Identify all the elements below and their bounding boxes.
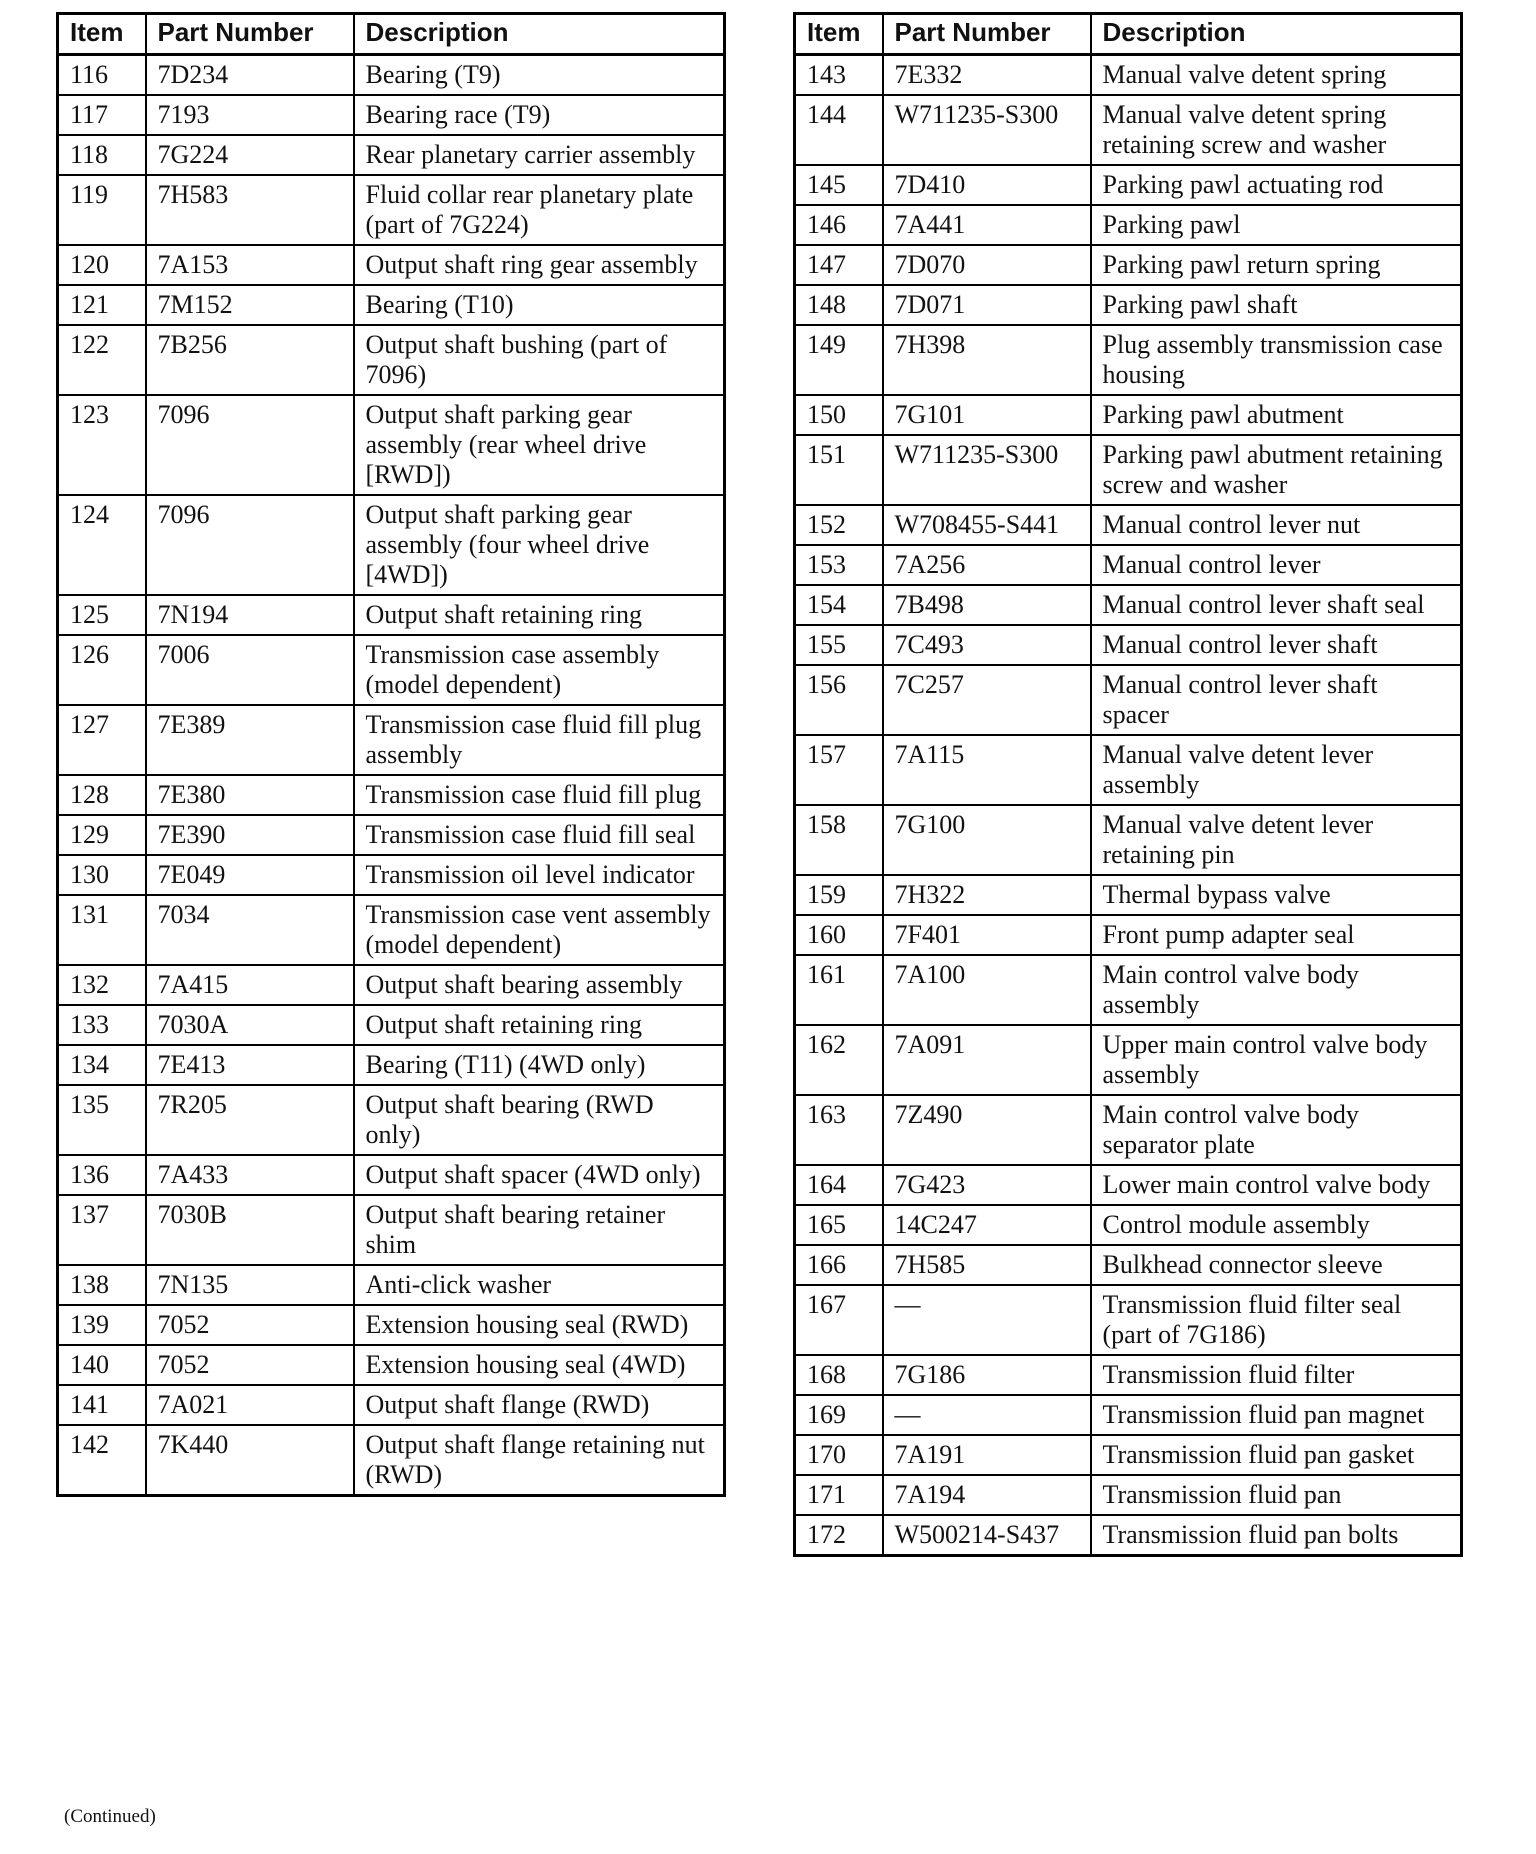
item-cell: 133: [58, 1005, 146, 1045]
table-row: [58, 1155, 725, 1195]
parts-table-right: [793, 12, 1463, 1557]
item-cell: 160: [795, 915, 883, 955]
table-row: [795, 1205, 1462, 1245]
table-row: [58, 135, 725, 175]
item-cell: 158: [795, 805, 883, 875]
part-number-cell: 7H583: [146, 175, 354, 245]
description-cell: Manual valve detent spring retaining screw and washer: [1091, 95, 1462, 165]
part-number-cell: 7B256: [146, 325, 354, 395]
item-cell: 144: [795, 95, 883, 165]
item-cell: 151: [795, 435, 883, 505]
table-row: [795, 915, 1462, 955]
part-number-cell: 14C247: [883, 1205, 1091, 1245]
item-cell: 137: [58, 1195, 146, 1265]
item-cell: 161: [795, 955, 883, 1025]
description-cell: Extension housing seal (RWD): [354, 1305, 725, 1345]
part-number-cell: 7D071: [883, 285, 1091, 325]
part-number-cell: 7R205: [146, 1085, 354, 1155]
table-row: [58, 965, 725, 1005]
table-row: [795, 1025, 1462, 1095]
description-cell: Bearing race (T9): [354, 95, 725, 135]
table-row: [58, 325, 725, 395]
item-cell: 131: [58, 895, 146, 965]
table-row: [795, 205, 1462, 245]
item-cell: 157: [795, 735, 883, 805]
description-cell: Front pump adapter seal: [1091, 915, 1462, 955]
description-cell: Transmission case fluid fill plug: [354, 775, 725, 815]
table-row: [58, 1265, 725, 1305]
part-number-cell: W708455-S441: [883, 505, 1091, 545]
item-cell: 128: [58, 775, 146, 815]
part-number-cell: 7H585: [883, 1245, 1091, 1285]
column-header-description: Description: [354, 14, 725, 55]
table-row: [58, 1195, 725, 1265]
table-row: [58, 635, 725, 705]
table-row: [58, 95, 725, 135]
part-number-cell: 7A194: [883, 1475, 1091, 1515]
description-cell: Transmission fluid pan bolts: [1091, 1515, 1462, 1556]
part-number-cell: W500214-S437: [883, 1515, 1091, 1556]
description-cell: Output shaft flange (RWD): [354, 1385, 725, 1425]
description-cell: Transmission case vent assembly (model dependent): [354, 895, 725, 965]
item-cell: 120: [58, 245, 146, 285]
description-cell: Parking pawl abutment: [1091, 395, 1462, 435]
item-cell: 122: [58, 325, 146, 395]
table-header-row: [58, 14, 725, 55]
part-number-cell: 7C257: [883, 665, 1091, 735]
part-number-cell: 7B498: [883, 585, 1091, 625]
part-number-cell: 7D410: [883, 165, 1091, 205]
item-cell: 125: [58, 595, 146, 635]
item-cell: 143: [795, 55, 883, 96]
table-row: [58, 285, 725, 325]
part-number-cell: 7E332: [883, 55, 1091, 96]
description-cell: Bearing (T9): [354, 55, 725, 96]
column-header-item: Item: [58, 14, 146, 55]
part-number-cell: 7A115: [883, 735, 1091, 805]
item-cell: 171: [795, 1475, 883, 1515]
item-cell: 121: [58, 285, 146, 325]
table-row: [795, 165, 1462, 205]
item-cell: 145: [795, 165, 883, 205]
part-number-cell: 7H398: [883, 325, 1091, 395]
table-row: [795, 625, 1462, 665]
part-number-cell: 7E390: [146, 815, 354, 855]
description-cell: Transmission fluid pan magnet: [1091, 1395, 1462, 1435]
table-row: [795, 1515, 1462, 1556]
column-header-part-number: Part Number: [146, 14, 354, 55]
item-cell: 169: [795, 1395, 883, 1435]
description-cell: Parking pawl actuating rod: [1091, 165, 1462, 205]
part-number-cell: 7E380: [146, 775, 354, 815]
item-cell: 130: [58, 855, 146, 895]
column-header-description: Description: [1091, 14, 1462, 55]
description-cell: Anti-click washer: [354, 1265, 725, 1305]
item-cell: 165: [795, 1205, 883, 1245]
item-cell: 168: [795, 1355, 883, 1395]
table-row: [795, 585, 1462, 625]
item-cell: 153: [795, 545, 883, 585]
description-cell: Bulkhead connector sleeve: [1091, 1245, 1462, 1285]
table-row: [58, 55, 725, 96]
table-row: [58, 1305, 725, 1345]
description-cell: Output shaft retaining ring: [354, 1005, 725, 1045]
description-cell: Manual control lever: [1091, 545, 1462, 585]
description-cell: Output shaft spacer (4WD only): [354, 1155, 725, 1195]
description-cell: Rear planetary carrier assembly: [354, 135, 725, 175]
part-number-cell: W711235-S300: [883, 435, 1091, 505]
table-row: [58, 1345, 725, 1385]
table-row: [795, 435, 1462, 505]
item-cell: 138: [58, 1265, 146, 1305]
table-body: [58, 55, 725, 1496]
item-cell: 149: [795, 325, 883, 395]
table-row: [795, 505, 1462, 545]
part-number-cell: 7Z490: [883, 1095, 1091, 1165]
table-row: [795, 545, 1462, 585]
table-row: [58, 595, 725, 635]
description-cell: Transmission case fluid fill plug assembly: [354, 705, 725, 775]
table-row: [58, 1425, 725, 1496]
description-cell: Output shaft bearing (RWD only): [354, 1085, 725, 1155]
column-header-part-number: Part Number: [883, 14, 1091, 55]
part-number-cell: —: [883, 1395, 1091, 1435]
description-cell: Manual valve detent spring: [1091, 55, 1462, 96]
item-cell: 140: [58, 1345, 146, 1385]
description-cell: Output shaft flange retaining nut (RWD): [354, 1425, 725, 1496]
description-cell: Transmission case assembly (model dependent): [354, 635, 725, 705]
part-number-cell: 7A021: [146, 1385, 354, 1425]
description-cell: Transmission fluid pan: [1091, 1475, 1462, 1515]
table-row: [795, 1245, 1462, 1285]
part-number-cell: 7D234: [146, 55, 354, 96]
table-row: [795, 1355, 1462, 1395]
description-cell: Output shaft parking gear assembly (four wheel drive [4WD]): [354, 495, 725, 595]
part-number-cell: 7E389: [146, 705, 354, 775]
description-cell: Transmission fluid filter seal (part of 7G186): [1091, 1285, 1462, 1355]
description-cell: Thermal bypass valve: [1091, 875, 1462, 915]
description-cell: Lower main control valve body: [1091, 1165, 1462, 1205]
part-number-cell: 7N194: [146, 595, 354, 635]
part-number-cell: 7N135: [146, 1265, 354, 1305]
part-number-cell: 7A100: [883, 955, 1091, 1025]
part-number-cell: 7096: [146, 395, 354, 495]
table-header-row: [795, 14, 1462, 55]
table-row: [58, 495, 725, 595]
item-cell: 156: [795, 665, 883, 735]
item-cell: 124: [58, 495, 146, 595]
table-row: [795, 325, 1462, 395]
table-row: [795, 1435, 1462, 1475]
table-row: [795, 285, 1462, 325]
part-number-cell: 7A415: [146, 965, 354, 1005]
item-cell: 126: [58, 635, 146, 705]
item-cell: 142: [58, 1425, 146, 1496]
part-number-cell: 7A153: [146, 245, 354, 285]
item-cell: 150: [795, 395, 883, 435]
table-row: [795, 95, 1462, 165]
description-cell: Output shaft bearing retainer shim: [354, 1195, 725, 1265]
table-row: [58, 1085, 725, 1155]
description-cell: Bearing (T10): [354, 285, 725, 325]
item-cell: 136: [58, 1155, 146, 1195]
item-cell: 147: [795, 245, 883, 285]
item-cell: 135: [58, 1085, 146, 1155]
description-cell: Transmission fluid filter: [1091, 1355, 1462, 1395]
item-cell: 167: [795, 1285, 883, 1355]
item-cell: 127: [58, 705, 146, 775]
description-cell: Manual control lever shaft: [1091, 625, 1462, 665]
parts-table-left: [56, 12, 726, 1497]
item-cell: 152: [795, 505, 883, 545]
item-cell: 141: [58, 1385, 146, 1425]
description-cell: Fluid collar rear planetary plate (part of 7G224): [354, 175, 725, 245]
item-cell: 146: [795, 205, 883, 245]
item-cell: 119: [58, 175, 146, 245]
item-cell: 118: [58, 135, 146, 175]
item-cell: 134: [58, 1045, 146, 1085]
description-cell: Main control valve body assembly: [1091, 955, 1462, 1025]
part-number-cell: 7A433: [146, 1155, 354, 1195]
description-cell: Parking pawl shaft: [1091, 285, 1462, 325]
description-cell: Parking pawl: [1091, 205, 1462, 245]
item-cell: 154: [795, 585, 883, 625]
table-row: [58, 705, 725, 775]
description-cell: Output shaft parking gear assembly (rear wheel drive [RWD]): [354, 395, 725, 495]
part-number-cell: 7H322: [883, 875, 1091, 915]
table-row: [795, 1395, 1462, 1435]
description-cell: Extension housing seal (4WD): [354, 1345, 725, 1385]
table-row: [58, 815, 725, 855]
part-number-cell: 7052: [146, 1345, 354, 1385]
part-number-cell: 7006: [146, 635, 354, 705]
table-row: [795, 805, 1462, 875]
item-cell: 163: [795, 1095, 883, 1165]
table-row: [795, 665, 1462, 735]
part-number-cell: 7G101: [883, 395, 1091, 435]
item-cell: 139: [58, 1305, 146, 1345]
table-row: [795, 735, 1462, 805]
table-row: [795, 1475, 1462, 1515]
description-cell: Transmission oil level indicator: [354, 855, 725, 895]
table-row: [58, 245, 725, 285]
description-cell: Output shaft ring gear assembly: [354, 245, 725, 285]
item-cell: 159: [795, 875, 883, 915]
item-cell: 162: [795, 1025, 883, 1095]
part-number-cell: 7052: [146, 1305, 354, 1345]
description-cell: Manual control lever nut: [1091, 505, 1462, 545]
table-row: [58, 1385, 725, 1425]
part-number-cell: —: [883, 1285, 1091, 1355]
item-cell: 116: [58, 55, 146, 96]
item-cell: 170: [795, 1435, 883, 1475]
part-number-cell: 7A091: [883, 1025, 1091, 1095]
description-cell: Upper main control valve body assembly: [1091, 1025, 1462, 1095]
description-cell: Transmission fluid pan gasket: [1091, 1435, 1462, 1475]
description-cell: Manual control lever shaft seal: [1091, 585, 1462, 625]
part-number-cell: 7D070: [883, 245, 1091, 285]
description-cell: Output shaft bushing (part of 7096): [354, 325, 725, 395]
part-number-cell: 7K440: [146, 1425, 354, 1496]
part-number-cell: 7E413: [146, 1045, 354, 1085]
table-row: [795, 875, 1462, 915]
column-header-item: Item: [795, 14, 883, 55]
table-row: [795, 955, 1462, 1025]
part-number-cell: 7M152: [146, 285, 354, 325]
table-row: [58, 775, 725, 815]
part-number-cell: 7G423: [883, 1165, 1091, 1205]
part-number-cell: 7G186: [883, 1355, 1091, 1395]
item-cell: 132: [58, 965, 146, 1005]
table-row: [795, 55, 1462, 96]
part-number-cell: W711235-S300: [883, 95, 1091, 165]
part-number-cell: 7A256: [883, 545, 1091, 585]
description-cell: Transmission case fluid fill seal: [354, 815, 725, 855]
description-cell: Main control valve body separator plate: [1091, 1095, 1462, 1165]
part-number-cell: 7F401: [883, 915, 1091, 955]
table-row: [58, 175, 725, 245]
item-cell: 155: [795, 625, 883, 665]
table-row: [795, 1095, 1462, 1165]
table-row: [795, 1285, 1462, 1355]
description-cell: Parking pawl abutment retaining screw and washer: [1091, 435, 1462, 505]
description-cell: Output shaft bearing assembly: [354, 965, 725, 1005]
part-number-cell: 7E049: [146, 855, 354, 895]
part-number-cell: 7G224: [146, 135, 354, 175]
table-row: [795, 245, 1462, 285]
description-cell: Manual valve detent lever retaining pin: [1091, 805, 1462, 875]
part-number-cell: 7A441: [883, 205, 1091, 245]
part-number-cell: 7096: [146, 495, 354, 595]
continued-note: (Continued): [64, 1806, 156, 1827]
part-number-cell: 7030B: [146, 1195, 354, 1265]
item-cell: 164: [795, 1165, 883, 1205]
item-cell: 123: [58, 395, 146, 495]
item-cell: 172: [795, 1515, 883, 1556]
description-cell: Output shaft retaining ring: [354, 595, 725, 635]
part-number-cell: 7030A: [146, 1005, 354, 1045]
table-row: [58, 1005, 725, 1045]
table-row: [795, 395, 1462, 435]
description-cell: Manual valve detent lever assembly: [1091, 735, 1462, 805]
description-cell: Bearing (T11) (4WD only): [354, 1045, 725, 1085]
part-number-cell: 7G100: [883, 805, 1091, 875]
part-number-cell: 7C493: [883, 625, 1091, 665]
description-cell: Manual control lever shaft spacer: [1091, 665, 1462, 735]
description-cell: Plug assembly transmission case housing: [1091, 325, 1462, 395]
item-cell: 129: [58, 815, 146, 855]
part-number-cell: 7A191: [883, 1435, 1091, 1475]
table-row: [58, 1045, 725, 1085]
table-row: [795, 1165, 1462, 1205]
item-cell: 117: [58, 95, 146, 135]
part-number-cell: 7034: [146, 895, 354, 965]
item-cell: 166: [795, 1245, 883, 1285]
description-cell: Control module assembly: [1091, 1205, 1462, 1245]
item-cell: 148: [795, 285, 883, 325]
table-row: [58, 855, 725, 895]
description-cell: Parking pawl return spring: [1091, 245, 1462, 285]
table-body: [795, 55, 1462, 1556]
table-row: [58, 895, 725, 965]
table-row: [58, 395, 725, 495]
part-number-cell: 7193: [146, 95, 354, 135]
